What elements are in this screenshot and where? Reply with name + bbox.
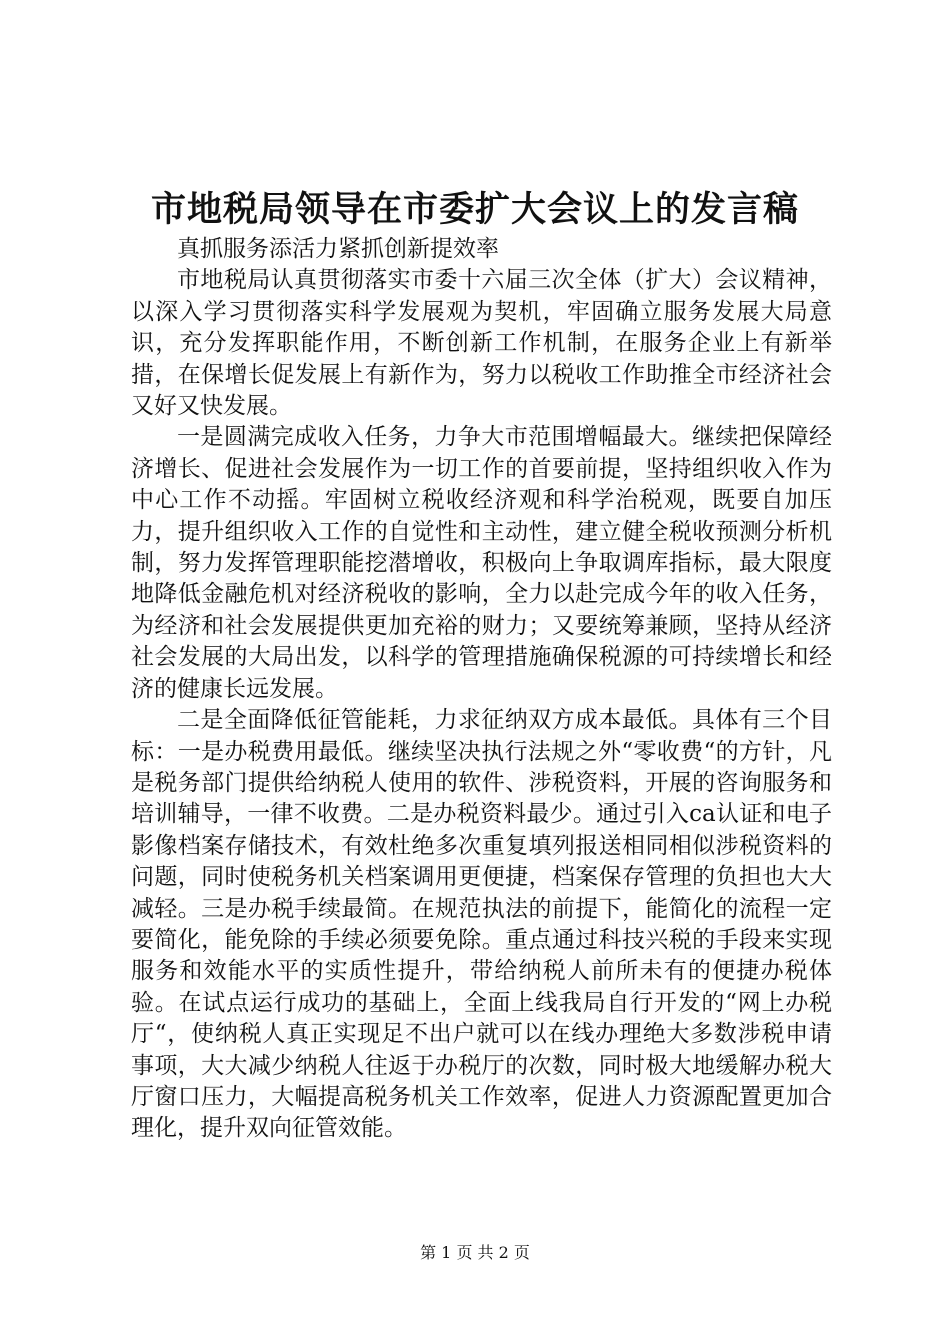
paragraph-cost-reduction: 二是全面降低征管能耗，力求征纳双方成本最低。具体有三个目标：一是办税费用最低。继续坚决执行法规之外“零收费“的方针，凡是税务部门提供给纳税人使用的软件、涉税资料，开展的咨询服务和培训辅导，一律不收费。二是办税资料最少。通过引入ca认证和电子影像档案存储技术，有效杜绝多次重复填列报送相同相似涉税资料的问题，同时使税务机关档案调用更便捷，档案保存管理的负担也大大减轻。三是办税手续最简。在规范执法的前提下，能简化的流程一定要简化，能免除的手续必须要免除。重点通过科技兴税的手段来实现服务和效能水平的实质性提升，带给纳税人前所未有的便捷办税体验。在试点运行成功的基础上，全面上线我局自行开发的“网上办税厅“，使纳税人真正实现足不出户就可以在线办理绝大多数涉税申请事项，大大减少纳税人往返于办税厅的次数，同时极大地缓解办税大厅窗口压力，大幅提高税务机关工作效率，促进人力资源配置更加合理化，提升双向征管效能。 [131,707,832,1142]
paragraph-revenue-task: 一是圆满完成收入任务，力争大市范围增幅最大。继续把保障经济增长、促进社会发展作为一切工作的首要前提，坚持组织收入作为中心工作不动摇。牢固树立税收经济观和科学治税观，既要自加压力，提升组织收入工作的自觉性和主动性，建立健全税收预测分析机制，努力发挥管理职能挖潜增收，积极向上争取调库指标，最大限度地降低金融危机对经济税收的影响，全力以赴完成今年的收入任务，为经济和社会发展提供更加充裕的财力；又要统筹兼顾，坚持从经济社会发展的大局出发，以科学的管理措施确保税源的可持续增长和经济的健康长远发展。 [131,424,832,702]
document-body [131,234,832,1145]
document-subtitle: 真抓服务添活力紧抓创新提效率 [177,236,499,262]
document-title: 市地税局领导在市委扩大会议上的发言稿 [150,189,799,230]
page-footer: 第 1 页 共 2 页 [420,1243,530,1262]
paragraph-intro: 市地税局认真贯彻落实市委十六届三次全体（扩大）会议精神，以深入学习贯彻落实科学发展观为契机，牢固确立服务发展大局意识，充分发挥职能作用，不断创新工作机制，在服务企业上有新举措，在保增长促发展上有新作为，努力以税收工作助推全市经济社会又好又快发展。 [131,267,832,420]
